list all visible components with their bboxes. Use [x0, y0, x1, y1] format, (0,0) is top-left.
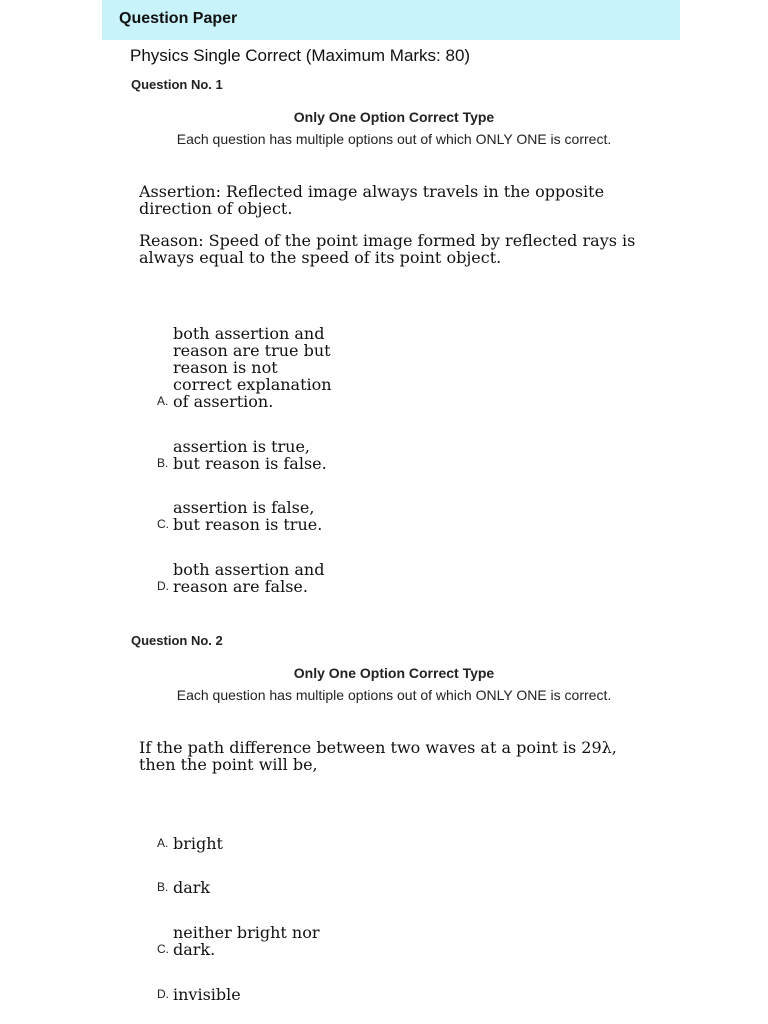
option-text: invisible [173, 985, 241, 1004]
option-text: bright [173, 834, 223, 853]
option-letter: B. [157, 880, 169, 894]
option-text: assertion is false, but reason is true. [173, 498, 323, 534]
header-bar [102, 0, 680, 40]
option-text: assertion is true, but reason is false. [173, 437, 327, 473]
option-letter: C. [157, 942, 169, 956]
option-letter: C. [157, 517, 169, 531]
assertion-text: Assertion: Reflected image always travels in the opposite direction of object. [139, 182, 605, 218]
question-type-label: Only One Option Correct Type [293, 109, 495, 125]
question-1-text [139, 183, 649, 281]
option-text: neither bright nor dark. [173, 923, 320, 959]
question-instruction: Each question has multiple options out of which ONLY ONE is correct. [176, 687, 612, 703]
question-type-label: Only One Option Correct Type [293, 665, 495, 681]
option-letter: A. [157, 836, 169, 850]
question-number: Question No. 1 [131, 77, 223, 92]
page-title: Question Paper [119, 10, 238, 27]
question-text: If the path difference between two waves at a point is 29λ, then the point will be, [139, 738, 617, 774]
option-letter: B. [157, 456, 169, 470]
section-title: Physics Single Correct (Maximum Marks: 80) [130, 46, 471, 65]
option-text: both assertion and reason are false. [173, 560, 325, 596]
option-text: both assertion and reason are true but reason is not correct explanation of assertion. [173, 324, 332, 411]
question-2-text [139, 739, 649, 788]
reason-text: Reason: Speed of the point image formed by reflected rays is always equal to the speed of its point object. [139, 231, 636, 267]
option-letter: A. [157, 394, 169, 408]
option-text: dark [173, 878, 211, 897]
option-letter: D. [157, 987, 169, 1001]
option-letter: D. [157, 579, 169, 593]
question-instruction: Each question has multiple options out of which ONLY ONE is correct. [176, 131, 612, 147]
question-number: Question No. 2 [131, 633, 223, 648]
